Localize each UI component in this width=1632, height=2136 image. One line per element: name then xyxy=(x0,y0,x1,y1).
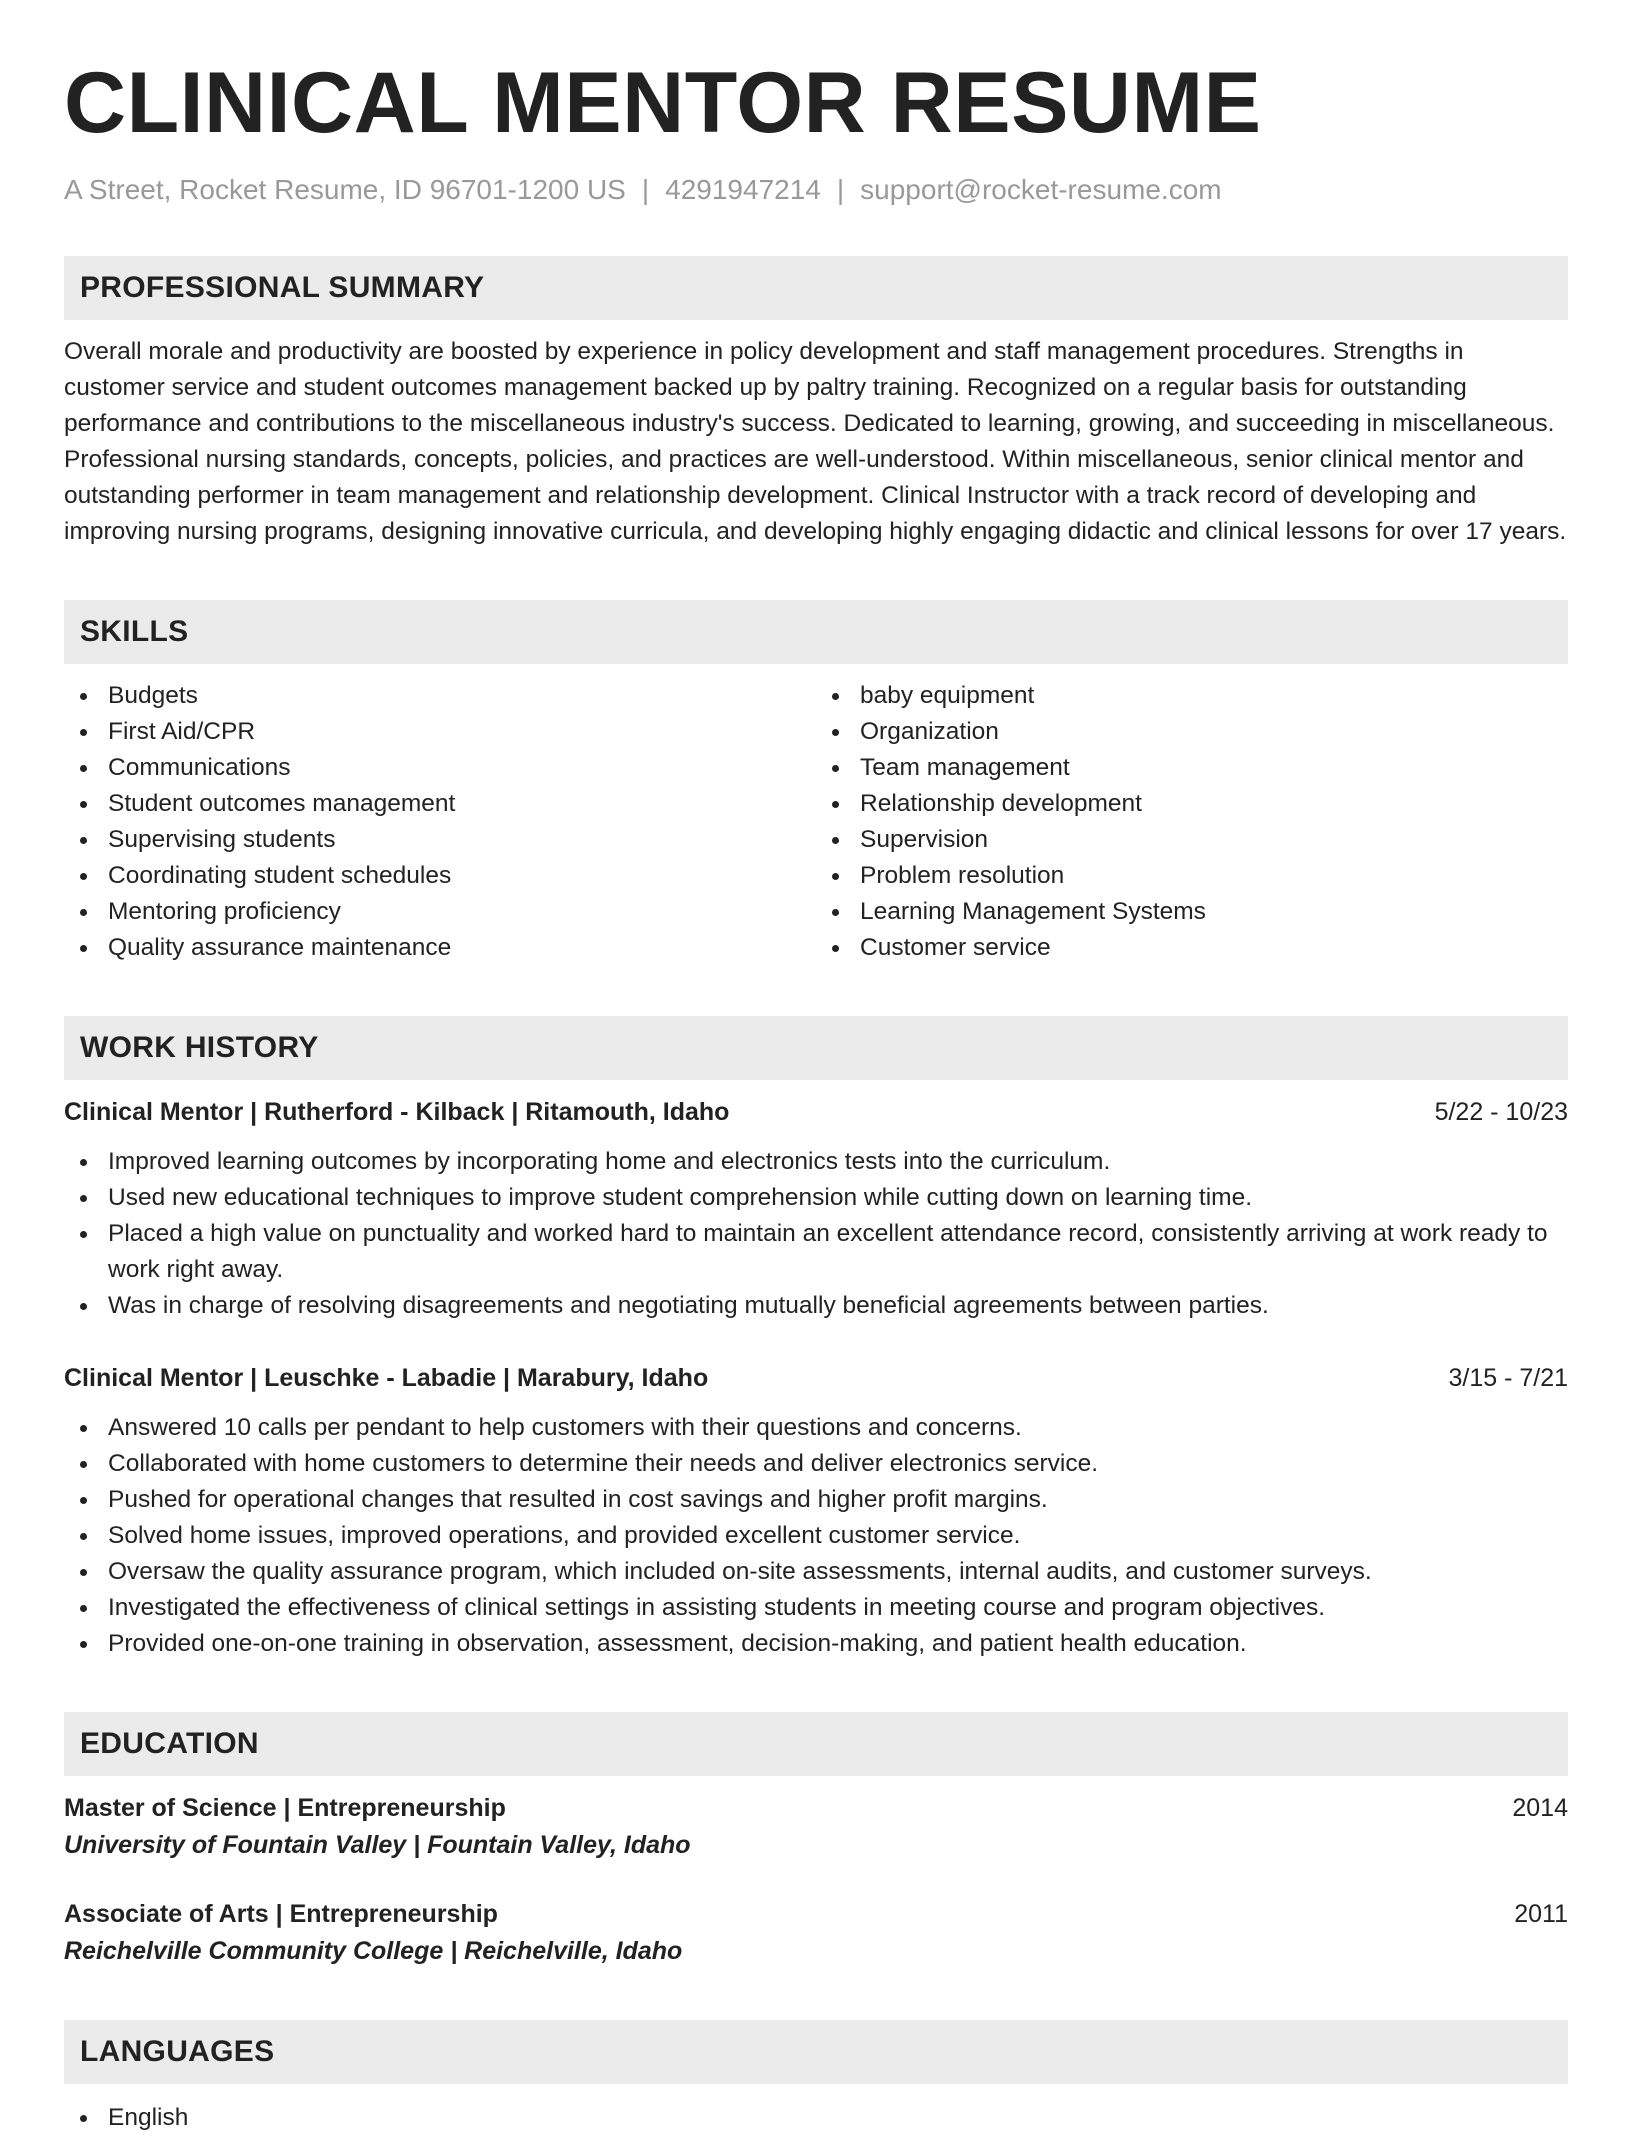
job-dates: 5/22 - 10/23 xyxy=(1434,1098,1568,1126)
job-bullet: Placed a high value on punctuality and worked hard to maintain an excellent attendance record, consistently arriving at work ready to work right away. xyxy=(64,1216,1568,1288)
languages-heading: LANGUAGES xyxy=(64,2020,1568,2084)
job-entry xyxy=(64,1094,1568,1324)
contact-separator: | xyxy=(641,174,650,205)
skill-item: Team management xyxy=(816,750,1568,786)
job-bullet: Used new educational techniques to improve student comprehension while cutting down on learning time. xyxy=(64,1180,1568,1216)
education-entry xyxy=(64,1790,1568,1864)
job-bullet: Was in charge of resolving disagreements and negotiating mutually beneficial agreements between parties. xyxy=(64,1288,1568,1324)
contact-address: A Street, Rocket Resume, ID 96701-1200 US xyxy=(64,174,626,205)
skill-item: Organization xyxy=(816,714,1568,750)
contact-separator: | xyxy=(836,174,845,205)
job-bullet: Investigated the effectiveness of clinical settings in assisting students in meeting course and program objectives. xyxy=(64,1590,1568,1626)
job-bullet: Improved learning outcomes by incorporating home and electronics tests into the curriculum. xyxy=(64,1144,1568,1180)
education-heading: EDUCATION xyxy=(64,1712,1568,1776)
skill-item: Coordinating student schedules xyxy=(64,858,816,894)
summary-text: Overall morale and productivity are boosted by experience in policy development and staff management procedures. Strengths in customer service and student outcomes management backed up by paltry training. Recognized on a regular basis for outstanding performance and contributions to the miscellaneous industry's success. Dedicated to learning, growing, and succeeding in miscellaneous. Professional nursing standards, concepts, policies, and practices are well-understood. Within miscellaneous, senior clinical mentor and outstanding performer in team management and relationship development. Clinical Instructor with a track record of developing and improving nursing programs, designing innovative curricula, and developing highly engaging didactic and clinical lessons for over 17 years. xyxy=(64,338,1567,545)
contact-line xyxy=(64,174,1568,206)
education-year: 2014 xyxy=(1512,1794,1568,1822)
resume-title: CLINICAL MENTOR RESUME xyxy=(64,55,1262,151)
education-entry xyxy=(64,1896,1568,1970)
skill-item: Mentoring proficiency xyxy=(64,894,816,930)
skill-item: Quality assurance maintenance xyxy=(64,930,816,966)
skill-item: Problem resolution xyxy=(816,858,1568,894)
job-bullet: Solved home issues, improved operations, and provided excellent customer service. xyxy=(64,1518,1568,1554)
languages-list xyxy=(64,2100,1568,2136)
education-header xyxy=(64,1896,1568,1932)
skills-column-left xyxy=(64,678,816,966)
skill-item: Customer service xyxy=(816,930,1568,966)
skill-item: Supervision xyxy=(816,822,1568,858)
job-bullets xyxy=(64,1410,1568,1662)
summary-heading: PROFESSIONAL SUMMARY xyxy=(64,256,1568,320)
job-entry xyxy=(64,1360,1568,1662)
contact-email: support@rocket-resume.com xyxy=(860,174,1222,205)
job-bullet: Answered 10 calls per pendant to help customers with their questions and concerns. xyxy=(64,1410,1568,1446)
skills-heading: SKILLS xyxy=(64,600,1568,664)
job-header xyxy=(64,1094,1568,1130)
education-year: 2011 xyxy=(1514,1900,1568,1928)
skill-item: Learning Management Systems xyxy=(816,894,1568,930)
skill-item: Budgets xyxy=(64,678,816,714)
skills-list xyxy=(64,678,1568,966)
skill-item: Student outcomes management xyxy=(64,786,816,822)
skill-item: First Aid/CPR xyxy=(64,714,816,750)
education-header xyxy=(64,1790,1568,1826)
work-history-heading: WORK HISTORY xyxy=(64,1016,1568,1080)
job-dates: 3/15 - 7/21 xyxy=(1448,1364,1568,1392)
job-title: Clinical Mentor | Leuschke - Labadie | Marabury, Idaho xyxy=(64,1364,709,1392)
education-degree: Master of Science | Entrepreneurship xyxy=(64,1794,506,1822)
skill-item: Communications xyxy=(64,750,816,786)
skills-column-right xyxy=(816,678,1568,966)
education-school: University of Fountain Valley | Fountain Valley, Idaho xyxy=(64,1831,691,1859)
job-title: Clinical Mentor | Rutherford - Kilback | Ritamouth, Idaho xyxy=(64,1098,730,1126)
job-bullet: Provided one-on-one training in observation, assessment, decision-making, and patient health education. xyxy=(64,1626,1568,1662)
contact-phone: 4291947214 xyxy=(665,174,821,205)
job-bullet: Pushed for operational changes that resulted in cost savings and higher profit margins. xyxy=(64,1482,1568,1518)
job-bullets xyxy=(64,1144,1568,1324)
job-header xyxy=(64,1360,1568,1396)
education-degree: Associate of Arts | Entrepreneurship xyxy=(64,1900,498,1928)
skill-item: baby equipment xyxy=(816,678,1568,714)
skill-item: Relationship development xyxy=(816,786,1568,822)
job-bullet: Oversaw the quality assurance program, which included on-site assessments, internal audits, and customer surveys. xyxy=(64,1554,1568,1590)
language-item: English xyxy=(64,2100,1568,2136)
job-bullet: Collaborated with home customers to determine their needs and deliver electronics service. xyxy=(64,1446,1568,1482)
education-school: Reichelville Community College | Reichelville, Idaho xyxy=(64,1937,683,1965)
skill-item: Supervising students xyxy=(64,822,816,858)
